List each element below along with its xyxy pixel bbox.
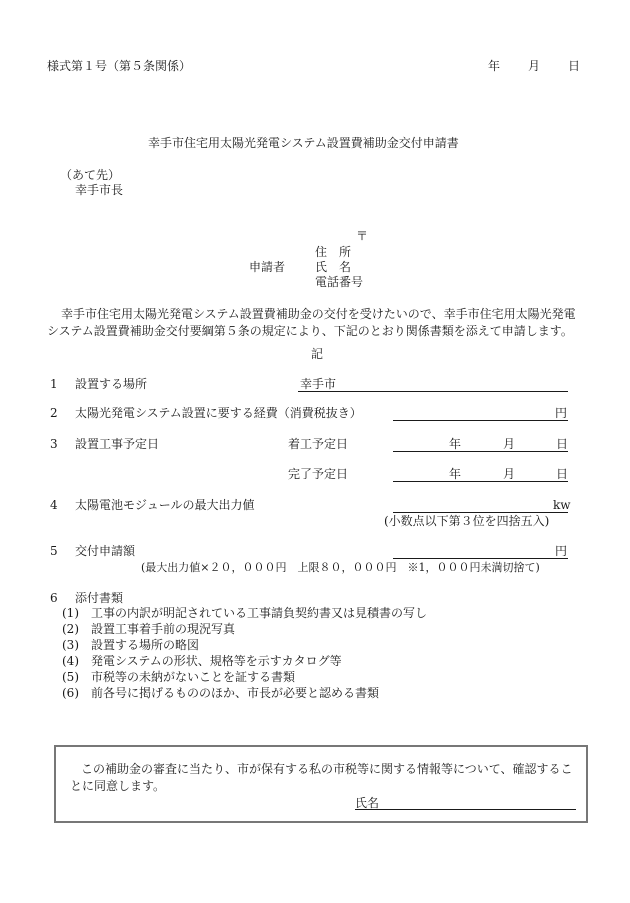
item3-start-year: 年 (449, 437, 462, 451)
form-number: 様式第１号（第５条関係） (47, 59, 192, 73)
item1-location-underline (298, 391, 568, 392)
header-year: 年 (488, 59, 501, 73)
item2-number: 2 (50, 406, 58, 420)
applicant-name-label: 氏 名 (315, 260, 352, 274)
item3-end-label: 完了予定日 (288, 467, 349, 481)
item2-unit: 円 (555, 406, 568, 420)
application-statement: 幸手市住宅用太陽光発電システム設置費補助金の交付を受けたいので、幸手市住宅用太陽光発電システム設置費補助金交付要綱第５条の規定により、下記のとおり関係書類を添えて申請します。 (47, 307, 576, 338)
item1-label: 設置する場所 (75, 377, 148, 391)
attachment-doc-3: (3) 設置する場所の略図 (62, 638, 199, 652)
item4-rounding-note: (小数点以下第３位を四捨五入) (384, 514, 550, 528)
item1-location-value: 幸手市 (300, 377, 337, 391)
item3-end-month: 月 (503, 467, 516, 481)
consent-signature-label: 氏名 (355, 796, 380, 810)
item5-amount-underline (393, 558, 568, 559)
consent-box (54, 745, 588, 823)
attachment-doc-4: (4) 発電システムの形状、規格等を示すカタログ等 (62, 654, 342, 668)
item3-start-day: 日 (556, 437, 569, 451)
item3-end-day: 日 (556, 467, 569, 481)
consent-signature-line[interactable] (355, 809, 576, 810)
attachment-doc-6: (6) 前各号に掲げるもののほか、市長が必要と認める書類 (62, 686, 380, 700)
item4-unit: kw (553, 498, 571, 512)
ki-marker: 記 (311, 347, 324, 361)
item3-end-underline (393, 481, 568, 482)
attachment-doc-5: (5) 市税等の未納がないことを証する書類 (62, 670, 295, 684)
item3-number: 3 (50, 437, 58, 451)
document-title: 幸手市住宅用太陽光発電システム設置費補助金交付申請書 (148, 136, 459, 150)
item2-label: 太陽光発電システム設置に要する経費（消費税抜き） (75, 406, 362, 420)
item6-label: 添付書類 (75, 591, 124, 605)
item3-label: 設置工事予定日 (75, 437, 160, 451)
item3-start-underline (393, 451, 568, 452)
item5-calculation-note: (最大出力値×２０，０００円 上限８０，０００円 ※1，０００円未満切捨て) (141, 561, 540, 574)
postal-mark: 〒 (356, 229, 369, 243)
addressee-prefix: （あて先） (60, 168, 121, 182)
applicant-phone-label: 電話番号 (315, 275, 364, 289)
header-month: 月 (528, 59, 541, 73)
applicant-label: 申請者 (249, 260, 286, 274)
item1-number: 1 (50, 377, 58, 391)
item4-label: 太陽電池モジュールの最大出力値 (75, 498, 255, 512)
applicant-address-label: 住 所 (315, 245, 352, 259)
item6-number: 6 (50, 591, 58, 605)
attachment-doc-2: (2) 設置工事着手前の現況写真 (62, 622, 235, 636)
item5-label: 交付申請額 (75, 544, 136, 558)
attachment-doc-1: (1) 工事の内訳が明記されている工事請負契約書又は見積書の写し (62, 606, 428, 620)
addressee-name: 幸手市長 (75, 183, 124, 197)
item3-start-label: 着工予定日 (288, 437, 349, 451)
header-day: 日 (568, 59, 581, 73)
item5-number: 5 (50, 544, 58, 558)
item3-end-year: 年 (449, 467, 462, 481)
item4-number: 4 (50, 498, 58, 512)
item5-unit: 円 (555, 544, 568, 558)
consent-statement: この補助金の審査に当たり、市が保有する私の市税等に関する情報等について、確認することに同意します。 (70, 762, 573, 793)
item3-start-month: 月 (503, 437, 516, 451)
item2-cost-underline (393, 420, 568, 421)
